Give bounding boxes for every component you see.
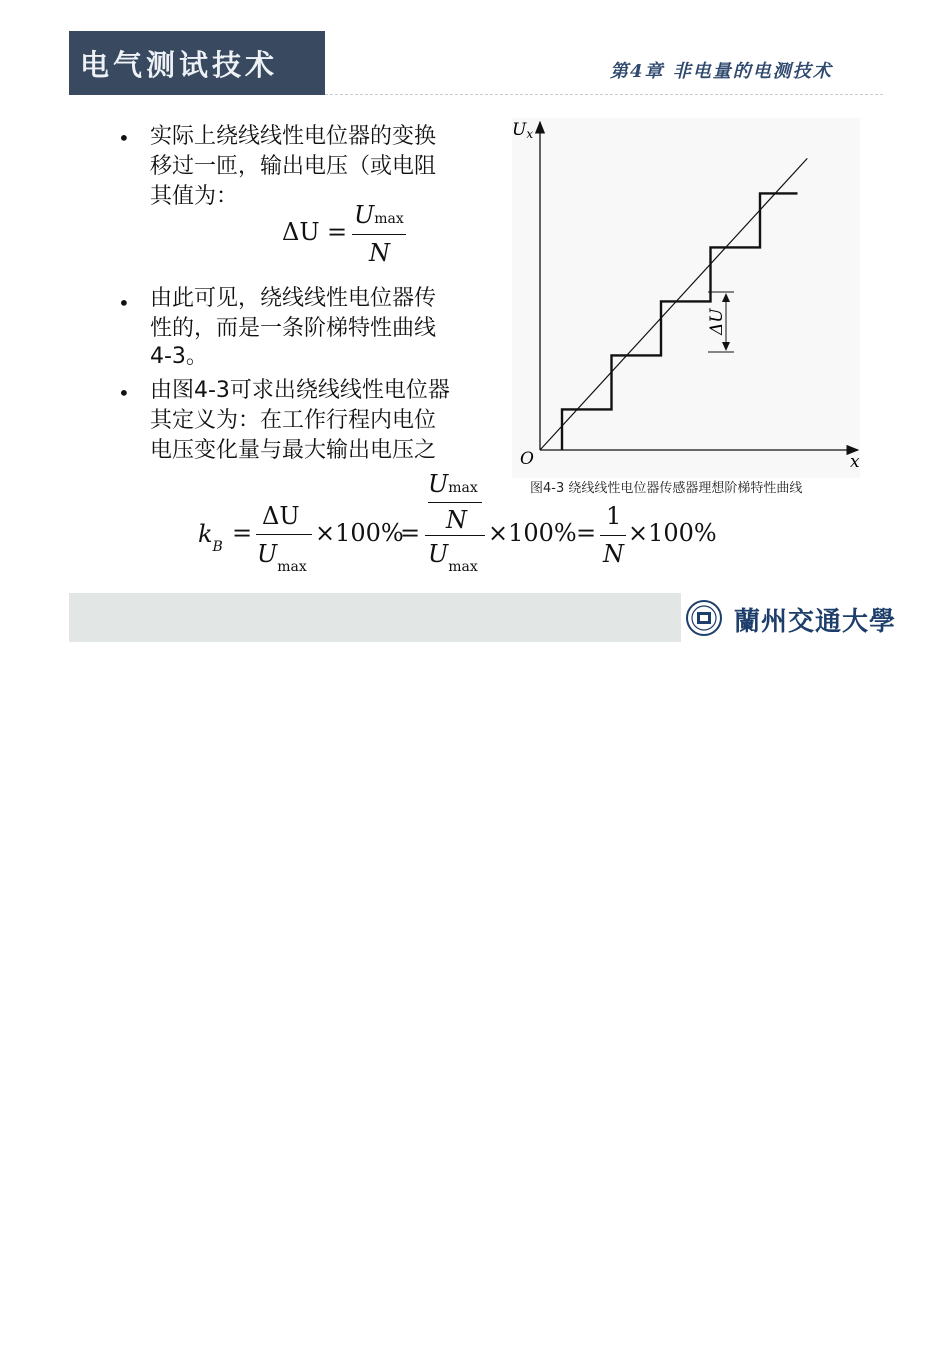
bullet-3-line-1: 由图4-3可求出绕线线性电位器 [150,378,450,403]
bullet-dot: • [118,381,130,405]
ideal-linear-line [540,158,807,450]
y-axis-label: Ux [512,120,534,141]
delta-u-arrow-down [722,342,730,351]
eq2-equals-1: = [232,519,253,547]
university-name: 蘭州交通大學 [734,607,897,637]
eq2-inner-den: N [446,506,467,534]
bullet-2-line-3: 4-3。 [150,344,208,369]
bullet-2-line-1: 由此可见，绕线线性电位器传 [150,286,437,311]
figure-caption: 图4-3 绕线线性电位器传感器理想阶梯特性曲线 [530,481,803,496]
bullet-dot: • [118,291,130,315]
eq2-times100-3: ×100% [628,519,717,547]
eq2-equals-3: = [576,519,597,547]
header-divider [325,94,883,95]
eq2-frac1-bar [256,534,312,535]
eq2-frac3-num: 1 [606,502,622,530]
eq2-frac1-num: ΔU [262,502,300,530]
chart-svg [512,118,860,478]
eq2-frac2-den: $U_{max}$ [428,540,478,575]
eq2-equals-2: = [400,519,421,547]
university-seal-logo [686,600,722,636]
bullet-1-line-3: 其值为： [150,184,239,209]
bullet-1-line-1: 实际上绕线线性电位器的变换 [150,124,437,149]
x-axis-label: x [850,452,860,472]
eq1-fraction-bar [352,234,406,235]
chart-marks [540,158,807,450]
eq1-lhs: ΔU [282,218,320,246]
eq2-frac1-den: $U_{max}$ [257,540,307,575]
staircase-characteristic [562,193,798,450]
eq2-times100-2: ×100% [488,519,577,547]
delta-u-arrow-up [722,293,730,302]
eq1-den: N [369,239,390,267]
eq2-times100-1: ×100% [315,519,404,547]
chapter-title: 第4章 非电量的电测技术 [610,61,833,82]
eq2-frac3-den: N [603,540,624,568]
eq2-inner-bar [428,502,482,503]
bullet-3-line-3: 电压变化量与最大输出电压之 [150,438,437,463]
course-title: 电气测试技术 [80,48,279,82]
eq2-inner-num: Umax [428,470,478,498]
eq2-frac3-bar [600,535,626,536]
origin-label: O [520,449,534,469]
delta-u-label: ΔU [707,308,727,335]
bullet-dot: • [118,126,130,150]
bullet-3-line-2: 其定义为：在工作行程内电位 [150,408,437,433]
footer-bar [69,593,681,642]
bullet-2-line-2: 性的，而是一条阶梯特性曲线 [150,316,437,341]
eq1-num: Umax [354,201,404,229]
bullet-1-line-2: 移过一匝，输出电压（或电阻 [150,154,437,179]
step-characteristic-chart [512,118,860,478]
eq2-frac2-bar [425,535,485,536]
eq1-equals: = [327,218,348,246]
eq2-k: $k_B$ [198,520,223,555]
